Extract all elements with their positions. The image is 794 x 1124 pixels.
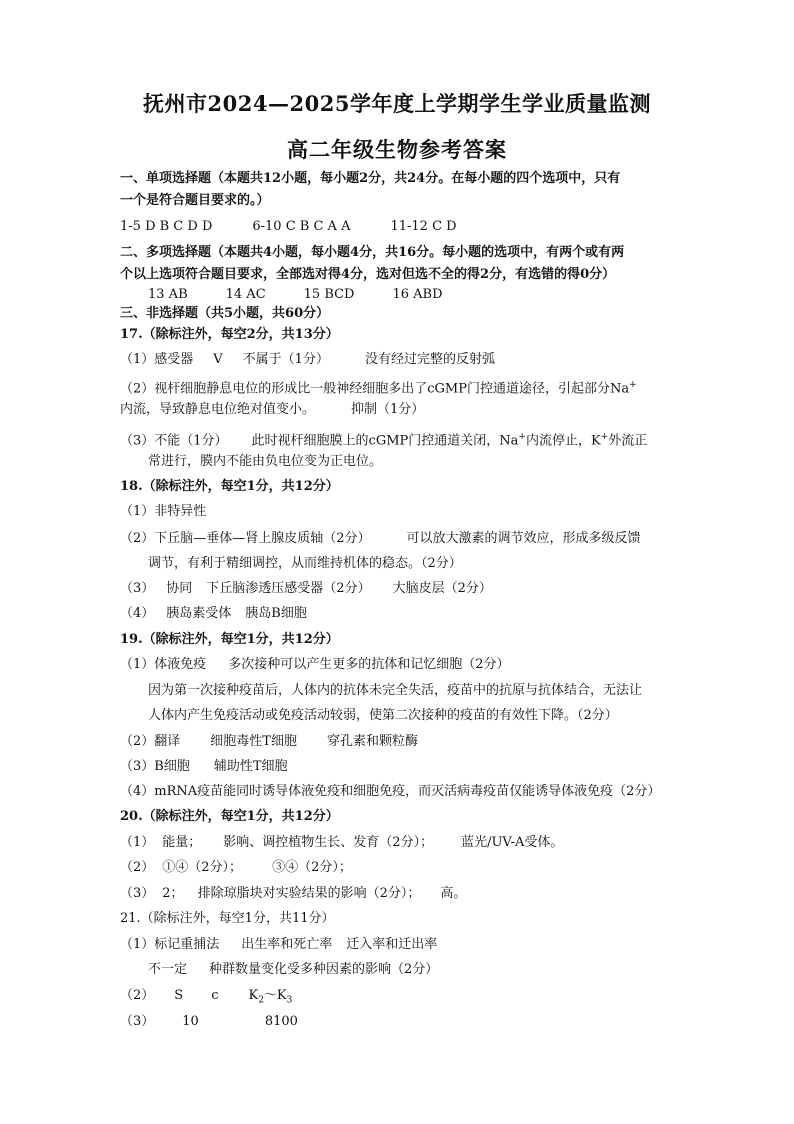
q19-text: （2）翻译 <box>120 734 181 749</box>
superscript: + <box>600 432 609 442</box>
answer-16: 16 ABD <box>392 287 443 302</box>
q18-line3: 调节，有利于精细调控，从而维持机体的稳态。（2分） <box>148 556 462 571</box>
q20-text: 能量； <box>162 835 202 850</box>
q20-text: 2； <box>162 886 184 901</box>
q21-text: ～K <box>263 988 287 1003</box>
q21-text: c <box>211 988 219 1003</box>
q18-line1: （1）非特异性 <box>120 504 207 519</box>
q17-text: 内流，导致静息电位绝对值变小。 <box>120 402 316 417</box>
q17-text: V <box>213 352 223 367</box>
q18-text: 胰岛B细胞 <box>245 606 307 621</box>
superscript: + <box>518 432 526 442</box>
q17-text: 外流正 <box>608 433 648 449</box>
section2-answers <box>148 286 443 304</box>
q19-line6: （4）mRNA疫苗能同时诱导体液免疫和细胞免疫，而灭活病毒疫苗仅能诱导体液免疫（2分） <box>120 784 661 799</box>
q17-text: 没有经过完整的反射弧 <box>364 352 495 367</box>
q20-text: 蓝光/UV-A受体。 <box>461 835 564 850</box>
q20-line2 <box>120 859 352 877</box>
q19-text: （1）体液免疫 <box>120 657 207 672</box>
q21-line1 <box>120 936 437 954</box>
q19-text: （3）B细胞 <box>120 759 190 774</box>
superscript: + <box>629 380 637 390</box>
q21-text: （1）标记重捕法 <box>120 937 220 952</box>
q17-text: （2）视杆细胞静息电位的形成比一般神经细胞多出了cGMP门控通道途径，引起部分Na <box>120 381 630 397</box>
subscript: 2 <box>258 995 264 1006</box>
answer-13: 13 AB <box>148 287 188 302</box>
q21-text: 不一定 <box>148 962 188 977</box>
q17-line4 <box>120 428 647 450</box>
q21-text: 出生率和死亡率 <box>241 937 333 952</box>
q19-text: 辅助性T细胞 <box>213 759 288 774</box>
q21-line4 <box>120 1013 298 1031</box>
q21-heading: 21.（除标注外，每空1分，共11分） <box>120 911 335 926</box>
subscript: 3 <box>286 995 293 1006</box>
answer-14: 14 AC <box>225 287 266 302</box>
answer-1-5: 1-5 D B C D D <box>120 219 213 234</box>
q19-text: 多次接种可以产生更多的抗体和记忆细胞（2分） <box>228 657 510 672</box>
page-title: 抚州市2024—2025学年度上学期学生学业质量监测 <box>143 91 651 116</box>
q17-text: （1）感受器 <box>120 352 194 367</box>
q17-line2 <box>120 376 637 398</box>
q19-heading: 19.（除标注外，每空1分，共12分） <box>120 632 339 647</box>
section2-heading: 二、多项选择题（本题共4小题，每小题4分，共16分。每小题的选项中，有两个或有两 <box>120 245 625 260</box>
q21-text: 迁入率和迁出率 <box>346 937 438 952</box>
q19-text: 细胞毒性T细胞 <box>210 734 297 749</box>
q17-text: 抑制（1分） <box>351 402 425 417</box>
q20-text: 高。 <box>440 886 467 901</box>
section1-answers <box>120 218 457 236</box>
q18-text: 协同 <box>166 581 193 596</box>
q18-line4 <box>120 580 492 598</box>
q20-text: （2） <box>120 860 155 875</box>
page-subtitle: 高二年级生物参考答案 <box>287 137 507 162</box>
q18-text: （4） <box>120 606 155 621</box>
answer-15: 15 BCD <box>303 287 355 302</box>
q17-text: （3）不能（1分） <box>120 433 228 449</box>
q21-text: 10 <box>182 1014 199 1029</box>
q19-line1 <box>120 656 510 674</box>
q18-text: 可以放大激素的调节效应，形成多级反馈 <box>406 531 641 546</box>
q21-line2 <box>148 961 438 979</box>
q21-text: S <box>174 988 184 1003</box>
q21-text: （3） <box>120 1014 155 1029</box>
q17-text: 此时视杆细胞膜上的cGMP门控通道关闭，Na <box>251 433 519 449</box>
section1-heading-cont: 一个是符合题目要求的。） <box>120 193 270 208</box>
q17-line3 <box>120 401 424 419</box>
q19-line2: 因为第一次接种疫苗后，人体内的抗体未完全失活，疫苗中的抗原与抗体结合，无法让 <box>148 683 643 698</box>
q18-text: 下丘脑渗透压感受器（2分） <box>206 581 371 596</box>
q21-text: （2） <box>120 988 155 1003</box>
q20-line1 <box>120 834 563 852</box>
q21-text: K <box>248 988 259 1003</box>
q17-text: 不属于（1分） <box>242 352 329 367</box>
q19-line4 <box>120 733 418 751</box>
q17-line1 <box>120 351 495 369</box>
q18-heading: 18.（除标注外，每空1分，共12分） <box>120 479 339 494</box>
q21-text: 种群数量变化受多种因素的影响（2分） <box>209 962 439 977</box>
q21-text: 8100 <box>264 1014 298 1029</box>
q20-text: ③④（2分）； <box>272 860 352 875</box>
q17-heading: 17.（除标注外，每空2分，共13分） <box>120 327 339 342</box>
q21-line3 <box>120 987 292 1010</box>
section3-heading: 三、非选择题（共5小题，共60分） <box>120 306 330 321</box>
answer-6-10: 6-10 C B C A A <box>252 219 351 234</box>
q18-text: 大脑皮层（2分） <box>392 581 492 596</box>
q20-line3 <box>120 885 466 903</box>
q20-text: 排除琼脂块对实验结果的影响（2分）； <box>197 886 421 901</box>
q18-line5 <box>120 605 307 623</box>
q20-text: （3） <box>120 886 155 901</box>
q18-text: 胰岛素受体 <box>166 606 232 621</box>
q18-line2 <box>120 530 641 548</box>
section2-heading-cont: 个以上选项符合题目要求，全部选对得4分，选对但选不全的得2分，有选错的得0分） <box>120 267 616 282</box>
q17-line5: 常进行，膜内不能由负电位变为正电位。 <box>148 454 383 469</box>
section1-heading: 一、单项选择题（本题共12小题，每小题2分，共24分。在每小题的四个选项中，只有 <box>120 171 621 186</box>
q17-text: 内流停止，K <box>525 433 601 449</box>
q20-text: （1） <box>120 835 155 850</box>
q18-text: （2）下丘脑—垂体—肾上腺皮质轴（2分） <box>120 531 371 546</box>
q20-text: ①④（2分）； <box>162 860 243 875</box>
q19-line5 <box>120 758 288 776</box>
q19-line3: 人体内产生免疫活动或免疫活动较弱，使第二次接种的疫苗的有效性下降。（2分） <box>148 708 618 723</box>
q18-text: （3） <box>120 581 155 596</box>
q20-heading: 20.（除标注外，每空1分，共12分） <box>120 809 339 824</box>
q20-text: 影响、调控植物生长、发育（2分）； <box>223 835 434 850</box>
answer-11-12: 11-12 C D <box>390 219 457 234</box>
q19-text: 穿孔素和颗粒酶 <box>326 734 418 749</box>
